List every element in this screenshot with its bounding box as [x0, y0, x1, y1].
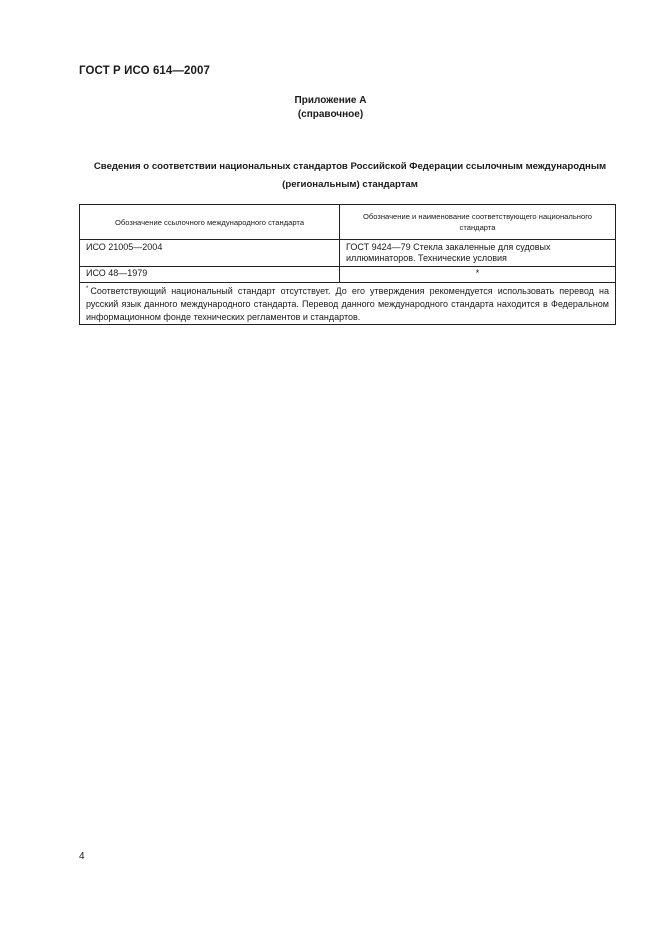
footnote-mark: *	[86, 286, 89, 292]
column-header-international: Обозначение ссылочного международного стандарта	[80, 205, 340, 240]
footnote-cell	[80, 283, 616, 325]
table-row	[80, 267, 616, 283]
table-header-row	[80, 205, 616, 240]
footnote-row	[80, 283, 616, 325]
page-number: 4	[79, 851, 85, 862]
international-standard-cell: ИСО 48—1979	[80, 267, 340, 283]
table-row	[80, 240, 616, 267]
column-header-national: Обозначение и наименование соответствующего национального стандарта	[340, 205, 616, 240]
footnote-text: Соответствующий национальный стандарт отсутствует. До его утверждения рекомендуется использовать перевод на русский язык данного международного стандарта. Перевод данного международного стандарта находится в Федеральном информационном фонде технических регламентов и стандартов.	[86, 286, 609, 322]
document-code: ГОСТ Р ИСО 614—2007	[79, 65, 211, 77]
national-standard-cell: ГОСТ 9424—79 Стекла закаленные для судовых иллюминаторов. Технические условия	[340, 240, 616, 267]
international-standard-cell: ИСО 21005—2004	[80, 240, 340, 267]
section-title: Сведения о соответствии национальных стандартов Российской Федерации ссылочным международным (региональным) стандартам	[93, 161, 607, 190]
reference-table	[79, 204, 616, 325]
annex-subtitle: (справочное)	[297, 109, 364, 120]
annex-title: Приложение А	[294, 95, 367, 106]
national-standard-cell: *	[340, 267, 616, 283]
